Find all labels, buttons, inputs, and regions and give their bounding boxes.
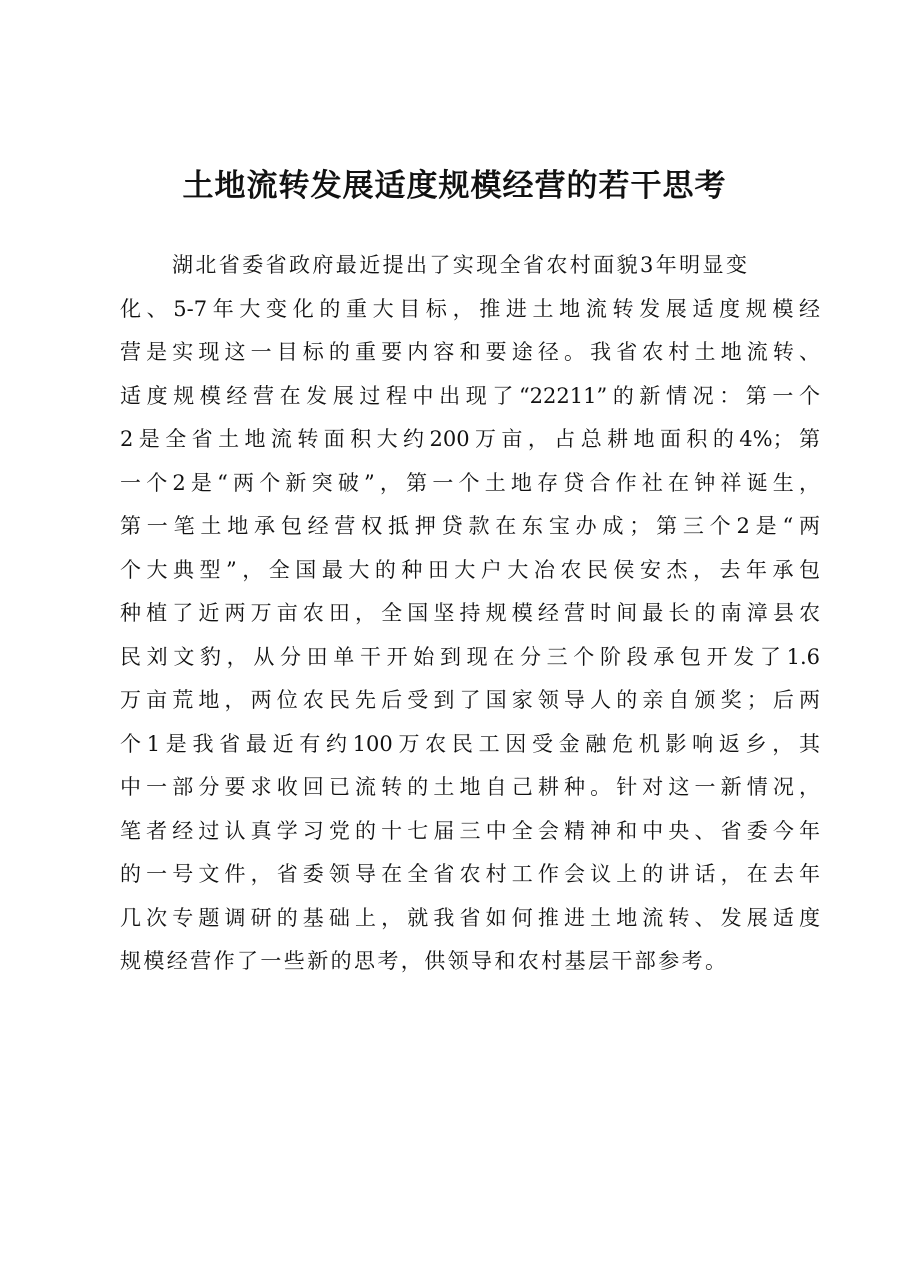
paragraph-line-16: 几次专题调研的基础上，就我省如何推进土地流转、发展适度 (120, 905, 820, 930)
paragraph-line-17: 规模经营作了一些新的思考，供领导和农村基层干部参考。 (120, 949, 729, 973)
paragraph-line-14: 笔者经过认真学习党的十七届三中全会精神和中央、省委今年 (120, 818, 820, 843)
paragraph-line-13: 中一部分要求收回已流转的土地自己耕种。针对这一新情况， (120, 775, 820, 799)
paragraph-line-8: 个大典型”，全国最大的种田大户大冶农民侯安杰，去年承包 (120, 557, 820, 582)
paragraph-line-12: 个1是我省最近有约100万农民工因受金融危机影响返乡，其 (120, 731, 820, 756)
paragraph-line-3: 营是实现这一目标的重要内容和要途径。我省农村土地流转、 (120, 340, 820, 364)
paragraph-line-4: 适度规模经营在发展过程中出现了“22211”的新情况：第一个 (120, 383, 820, 408)
paragraph-line-2: 化、5-7年大变化的重大目标，推进土地流转发展适度规模经 (120, 296, 820, 321)
paragraph-line-6: 一个2是“两个新突破”，第一个土地存贷合作社在钟祥诞生， (120, 470, 820, 495)
paragraph-line-15: 的一号文件，省委领导在全省农村工作会议上的讲话，在去年 (120, 862, 820, 886)
paragraph-line-10: 民刘文豹，从分田单干开始到现在分三个阶段承包开发了1.6 (120, 644, 820, 669)
document-title: 土地流转发展适度规模经营的若干思考 (182, 168, 727, 204)
paragraph-line-5: 2是全省土地流转面积大约200万亩，占总耕地面积的4%；第 (120, 427, 820, 451)
paragraph-line-11: 万亩荒地，两位农民先后受到了国家领导人的亲自颁奖；后两 (120, 688, 820, 712)
paragraph-line-7: 第一笔土地承包经营权抵押贷款在东宝办成；第三个2是“两 (120, 514, 820, 538)
paragraph-line-1: 湖北省委省政府最近提出了实现全省农村面貌3年明显变 (172, 253, 750, 277)
paragraph-line-9: 种植了近两万亩农田，全国坚持规模经营时间最长的南漳县农 (120, 601, 820, 625)
body-paragraph (120, 244, 820, 984)
